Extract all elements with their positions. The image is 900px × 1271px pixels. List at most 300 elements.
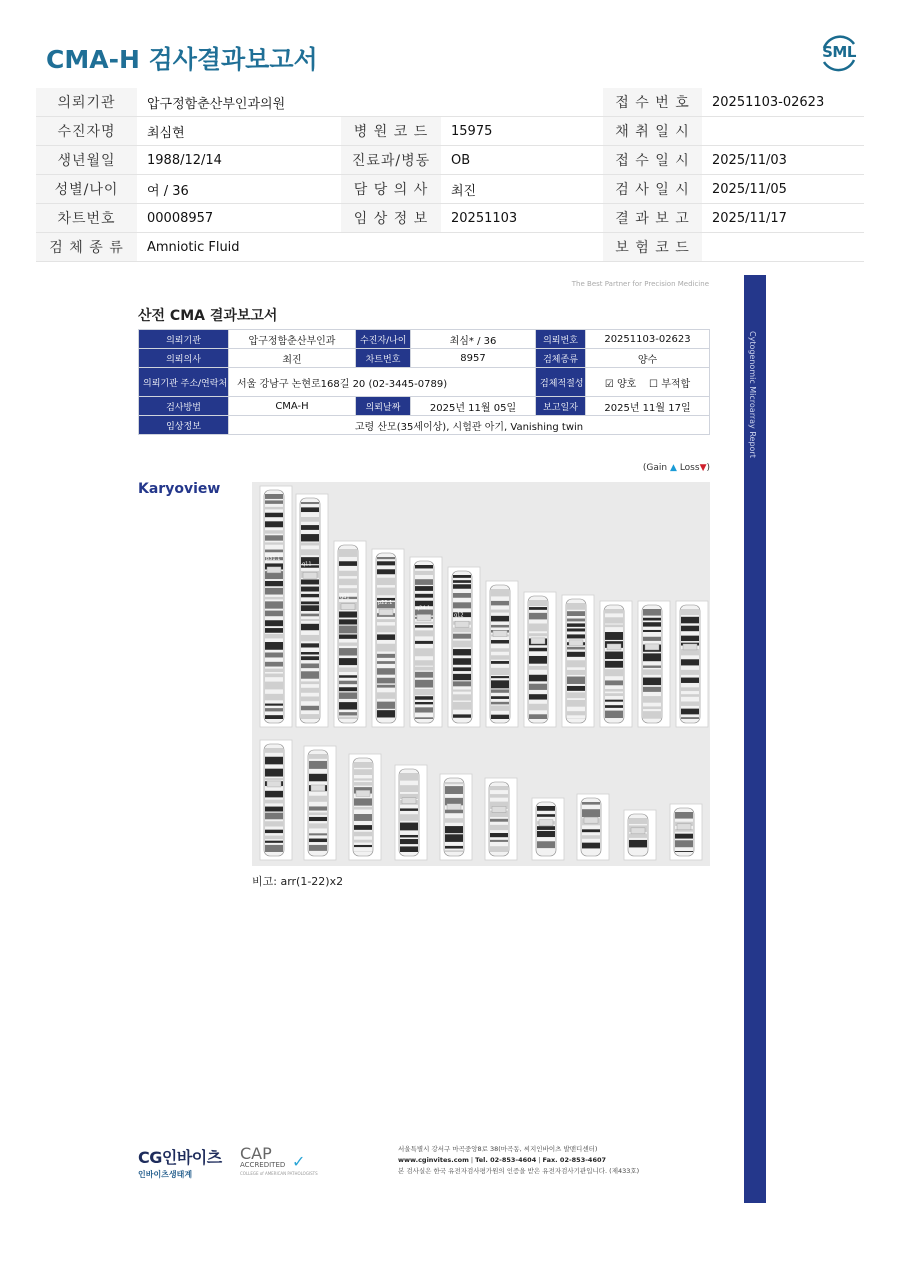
info-value xyxy=(441,88,603,117)
chromosome-band xyxy=(265,821,283,826)
report-sidebar xyxy=(744,275,766,1203)
suit-ng: 부적합 xyxy=(661,378,691,390)
tagline: The Best Partner for Precision Medicine xyxy=(571,280,709,288)
chromosome-band xyxy=(265,662,283,667)
chromosome-band xyxy=(453,714,471,717)
chromosome-band xyxy=(377,557,395,559)
gain-loss-legend xyxy=(600,463,710,473)
chromosome-band xyxy=(529,675,547,682)
chromosome-band xyxy=(681,670,699,675)
chromosome-band xyxy=(681,687,699,691)
chromosome-band xyxy=(339,579,357,586)
chromosome-band xyxy=(377,626,395,633)
chromosome-band xyxy=(491,715,509,719)
reqdate-value: 2025년 11월 05일 xyxy=(411,397,536,416)
footer-tel: Tel. 02-853-4604 xyxy=(475,1156,537,1164)
chromosome-band xyxy=(339,717,357,719)
chromosome-band xyxy=(415,702,433,704)
chromosome-band xyxy=(339,681,357,685)
chromosome-band xyxy=(605,711,623,718)
chromosome-band xyxy=(354,832,372,837)
info-row xyxy=(36,175,864,204)
chromosome-band xyxy=(265,588,283,595)
cginvites-logo xyxy=(138,1145,222,1180)
chromosome-band xyxy=(643,630,661,632)
chromosome-band xyxy=(415,586,433,591)
chromosome-band xyxy=(301,688,319,693)
chromosome-band xyxy=(643,665,661,667)
doctor-label: 의뢰의사 xyxy=(139,349,229,368)
chromosome-band xyxy=(491,696,509,699)
info-label: 의뢰기관 xyxy=(36,88,137,117)
chromosome-band xyxy=(605,625,623,628)
chromosome-band xyxy=(491,610,509,613)
chromosome-band xyxy=(567,686,585,691)
chromosome-band xyxy=(582,802,600,805)
info-label: 채 취 일 시 xyxy=(603,117,702,146)
chromosome-band xyxy=(309,817,327,821)
cap-sub: ACCREDITED xyxy=(240,1161,286,1169)
reqdate-label: 의뢰날짜 xyxy=(356,397,411,416)
info-row xyxy=(36,88,864,117)
chromosome-band xyxy=(629,834,647,838)
chromosome-band xyxy=(675,812,693,819)
chromosome-band xyxy=(415,689,433,695)
chromosome-band xyxy=(567,611,585,616)
patient-value: 최심* / 36 xyxy=(411,330,536,349)
chromosome-band xyxy=(301,594,319,597)
centromere xyxy=(341,604,355,610)
chromosome-band xyxy=(377,588,395,596)
chromosome-band xyxy=(301,605,319,611)
chromosome-band xyxy=(377,685,395,688)
chromosome-band xyxy=(415,630,433,636)
chromosome-band xyxy=(445,850,463,852)
chromosome-band xyxy=(453,681,471,686)
chromosome-band xyxy=(491,680,509,688)
chromosome-band xyxy=(400,823,418,831)
centromere xyxy=(303,572,317,578)
company-name: CG인바이츠 xyxy=(138,1148,222,1167)
addr-label: 의뢰기관 주소/연락처 xyxy=(139,368,229,397)
chromosome-band xyxy=(265,628,283,633)
chromosome-band xyxy=(675,840,693,847)
suit-label: 검체적절성 xyxy=(536,368,586,397)
chromosome-band xyxy=(339,658,357,665)
footer-address: 서울특별시 강서구 마곡중앙8로 38(마곡동, 씨지인바이츠 발맨디센터) xyxy=(398,1145,598,1153)
chromosome-band xyxy=(377,661,395,664)
legend-prefix: (Gain xyxy=(642,463,668,473)
centromere xyxy=(539,820,553,826)
chromosome-band xyxy=(445,818,463,823)
chromosome-band xyxy=(453,674,471,680)
chromosome-band xyxy=(339,626,357,634)
chromosome-band xyxy=(354,825,372,830)
chromosome-band xyxy=(681,636,699,641)
centromere xyxy=(356,790,370,796)
chromosome-band xyxy=(377,654,395,658)
centromere xyxy=(645,644,659,650)
chromosome-band xyxy=(605,652,623,660)
footer-contact xyxy=(398,1144,639,1177)
chromosome-band xyxy=(265,550,283,553)
chromosome-band xyxy=(354,814,372,821)
chromosome-band xyxy=(567,670,585,675)
chromosome-band xyxy=(377,634,395,640)
chromosome-band xyxy=(339,712,357,715)
chromosome-band xyxy=(400,814,418,821)
chromosome-band xyxy=(265,845,283,852)
centromere xyxy=(417,614,431,620)
chromosome-band xyxy=(445,834,463,842)
chromosome-band xyxy=(377,668,395,674)
info-label xyxy=(341,233,441,262)
suit-options xyxy=(586,368,710,397)
chromosome-band xyxy=(415,660,433,665)
chromosome-band xyxy=(354,778,372,780)
chromosome-band xyxy=(529,600,547,606)
chromosome-band xyxy=(491,702,509,705)
chromosome-band xyxy=(681,659,699,665)
footer-contacts: www.cginvites.com | Tel. 02-853-4604 | Fax. 02-853-4607 xyxy=(398,1156,607,1164)
chromosome-band xyxy=(491,706,509,711)
chromosome-band xyxy=(491,589,509,596)
chromosome-band xyxy=(377,619,395,622)
chromosome-band xyxy=(567,603,585,610)
chromosome-band xyxy=(681,617,699,624)
chromosome-band xyxy=(339,619,357,624)
chromosome-band xyxy=(415,672,433,678)
clinical-label: 임상정보 xyxy=(139,416,229,435)
chromosome-band xyxy=(265,694,283,700)
chromosome-band xyxy=(265,708,283,711)
info-label: 접 수 번 호 xyxy=(603,88,702,117)
chromosome-band xyxy=(643,618,661,621)
chromosome-band xyxy=(354,769,372,775)
chromosome-band xyxy=(453,580,471,583)
info-label: 결 과 보 고 xyxy=(603,204,702,233)
chromosome-band xyxy=(643,687,661,692)
chromosome-band xyxy=(377,710,395,717)
chromosome-band xyxy=(445,782,463,784)
footer-fax: Fax. 02-853-4607 xyxy=(542,1156,607,1164)
chromosome-band xyxy=(490,819,508,822)
chromosome-band xyxy=(377,569,395,574)
chromosome-band xyxy=(301,624,319,630)
chromosome-band xyxy=(453,694,471,700)
chromosome-band xyxy=(309,754,327,759)
chromosome-band xyxy=(339,675,357,678)
chromosome-band xyxy=(415,648,433,656)
chromosome-band xyxy=(400,785,418,792)
chromosome-band xyxy=(681,626,699,631)
chart-value: 8957 xyxy=(411,349,536,368)
chromosome-band xyxy=(537,814,555,817)
chromosome-band xyxy=(490,846,508,852)
chromosome-band xyxy=(265,813,283,820)
report-title: 산전 CMA 결과보고서 xyxy=(138,308,278,324)
chromosome-band xyxy=(377,644,395,652)
repdate-label: 보고일자 xyxy=(536,397,586,416)
cap-main: CAP xyxy=(240,1144,272,1163)
chromosome-band xyxy=(339,692,357,698)
method-value: CMA-H xyxy=(229,397,356,416)
chromosome-band xyxy=(400,808,418,810)
chromosome-band xyxy=(339,687,357,691)
chromosome-band xyxy=(537,841,555,848)
chromosome-band xyxy=(265,748,283,753)
chromosome-band xyxy=(265,769,283,777)
chromosome-band xyxy=(629,818,647,824)
chromosome-band xyxy=(301,601,319,604)
chromosome-band xyxy=(265,513,283,517)
chromosome-band xyxy=(453,634,471,639)
chromosome-band xyxy=(529,656,547,664)
chromosome-band xyxy=(605,689,623,692)
centromere xyxy=(584,817,598,823)
page-title: CMA-H 검사결과보고서 xyxy=(46,45,318,74)
chromosome-band xyxy=(309,845,327,851)
chart-label: 차트번호 xyxy=(356,349,411,368)
method-label: 검사방법 xyxy=(139,397,229,416)
chromosome-band xyxy=(339,571,357,576)
band-label: q12 xyxy=(454,612,464,619)
chromosome-band xyxy=(265,669,283,672)
repdate-value: 2025년 11월 17일 xyxy=(586,397,710,416)
chromosome-band xyxy=(491,668,509,675)
chromosome-band xyxy=(529,666,547,670)
specimen-label: 검체종류 xyxy=(536,349,586,368)
info-value xyxy=(702,117,864,146)
centromere xyxy=(607,644,621,650)
band-label: q24.1 xyxy=(416,605,431,612)
centromere xyxy=(683,644,697,650)
chromosome-band xyxy=(301,706,319,710)
chromosome-band xyxy=(265,542,283,544)
chromosome-band xyxy=(415,667,433,671)
chromosome-band xyxy=(453,575,471,578)
chromosome-band xyxy=(265,800,283,804)
chromosome-band xyxy=(265,642,283,650)
chromosome-band xyxy=(643,609,661,616)
chromosome-band xyxy=(301,502,319,504)
chromosome-band xyxy=(681,678,699,683)
chromosome-band xyxy=(301,714,319,719)
chromosome-band xyxy=(567,652,585,657)
centromere xyxy=(569,640,583,646)
chromosome-band xyxy=(567,628,585,631)
chromosome-band xyxy=(400,846,418,852)
info-value: Amniotic Fluid xyxy=(137,233,341,262)
info-label: 병 원 코 드 xyxy=(341,117,441,146)
chromosome-band xyxy=(681,709,699,715)
info-label: 성별/나이 xyxy=(36,175,137,204)
inst-value: 압구정함춘산부인과 xyxy=(229,330,356,349)
centromere xyxy=(631,828,645,834)
checked-box-icon: ☑ xyxy=(604,378,614,390)
chromosome-band xyxy=(265,807,283,812)
chromosome-band xyxy=(643,711,661,719)
chromosome-band xyxy=(453,627,471,632)
chromosome-band xyxy=(354,798,372,805)
info-value: 00008957 xyxy=(137,204,341,233)
chromosome-band xyxy=(537,826,555,830)
chromosome-band xyxy=(629,840,647,847)
chromosome-band xyxy=(265,674,283,678)
chromosome-band xyxy=(339,702,357,709)
chromosome-band xyxy=(377,678,395,684)
chromosome-band xyxy=(377,561,395,565)
chromosome-band xyxy=(265,836,283,840)
chromosome-band xyxy=(415,579,433,585)
sml-logo xyxy=(818,32,860,74)
chromosome-band xyxy=(354,807,372,810)
chromosome-band xyxy=(339,611,357,617)
chromosome-band xyxy=(445,826,463,833)
chromosome-band xyxy=(415,571,433,575)
chromosome-band xyxy=(537,806,555,811)
info-label: 보 험 코 드 xyxy=(603,233,702,262)
info-row xyxy=(36,146,864,175)
check-icon: ✓ xyxy=(292,1152,306,1171)
chromosome-band xyxy=(301,663,319,668)
centromere xyxy=(379,609,393,615)
chromosome-band xyxy=(354,845,372,847)
chromosome-band xyxy=(681,717,699,719)
chromosome-band xyxy=(309,833,327,835)
chromosome-band xyxy=(490,833,508,837)
reqno-label: 의뢰번호 xyxy=(536,330,586,349)
chromosome-band xyxy=(582,829,600,832)
chromosome-band xyxy=(265,830,283,833)
chromosome-band xyxy=(339,642,357,645)
centromere xyxy=(455,621,469,627)
info-label: 검 사 일 시 xyxy=(603,175,702,204)
chromosome-band xyxy=(415,680,433,688)
chromosome-band xyxy=(491,616,509,622)
chromosome-band xyxy=(377,578,395,585)
band-label: q11 xyxy=(302,561,312,568)
footer-notice: 본 검사실은 한국 유전자검사평가원의 인증을 받은 유전자검사기관입니다. (제433호) xyxy=(398,1167,640,1175)
chromosome-band xyxy=(490,786,508,790)
chromosome-band xyxy=(453,702,471,710)
chromosome-band xyxy=(582,835,600,839)
patient-label: 수진자/나이 xyxy=(356,330,411,349)
gain-triangle-icon: ▲ xyxy=(670,463,677,473)
chromosome-band xyxy=(605,609,623,613)
chromosome-band xyxy=(567,623,585,626)
info-label: 임 상 정 보 xyxy=(341,204,441,233)
cap-fine: COLLEGE of AMERICAN PATHOLOGISTS xyxy=(240,1171,318,1176)
chromosome-band xyxy=(301,517,319,522)
addr-value: 서울 강남구 논현로168길 20 (02-3445-0789) xyxy=(229,368,536,397)
chromosome-band xyxy=(301,643,319,647)
patient-info-table xyxy=(36,88,864,262)
chromosome-band xyxy=(675,851,693,852)
chromosome-band xyxy=(491,640,509,643)
centromere xyxy=(311,785,325,791)
chromosome-band xyxy=(377,702,395,709)
chromosome-band xyxy=(301,671,319,678)
info-label: 수진자명 xyxy=(36,117,137,146)
info-value: 1988/12/14 xyxy=(137,146,341,175)
report-info-table xyxy=(138,329,710,435)
centromere xyxy=(492,806,506,812)
chromosome-band xyxy=(354,762,372,768)
centromere xyxy=(677,824,691,830)
chromosome-band xyxy=(265,841,283,843)
chromosome-band xyxy=(529,694,547,699)
chromosome-band xyxy=(537,831,555,837)
info-value: 2025/11/05 xyxy=(702,175,864,204)
chromosome-band xyxy=(415,625,433,628)
chromosome-band xyxy=(339,588,357,593)
chromosome-band xyxy=(453,593,471,598)
logo-text: SML xyxy=(822,43,856,61)
chromosome-band xyxy=(675,834,693,839)
chromosome-band xyxy=(529,607,547,610)
chromosome-band xyxy=(265,500,283,503)
chromosome-band xyxy=(491,648,509,651)
chromosome-band xyxy=(643,637,661,641)
chromosome-band xyxy=(301,543,319,546)
chromosome-band xyxy=(265,611,283,617)
chromosome-band xyxy=(301,696,319,701)
chromosome-band xyxy=(265,715,283,719)
chromosome-band xyxy=(265,597,283,599)
chromosome-band xyxy=(529,633,547,636)
chromosome-band xyxy=(354,840,372,843)
chromosome-band xyxy=(415,696,433,699)
chromosome-band xyxy=(567,660,585,667)
info-label: 담 당 의 사 xyxy=(341,175,441,204)
chromosome-band xyxy=(567,677,585,684)
info-label: 진료과/병동 xyxy=(341,146,441,175)
chromosome-band xyxy=(453,667,471,671)
band-label: q41 xyxy=(340,594,350,601)
chromosome-band xyxy=(582,809,600,817)
chromosome-band xyxy=(605,617,623,623)
chromosome-band xyxy=(265,704,283,706)
chromosome-band xyxy=(377,692,395,699)
chromosome-band xyxy=(265,791,283,798)
chromosome-band xyxy=(491,601,509,605)
chromosome-band xyxy=(567,711,585,715)
info-value: 15975 xyxy=(441,117,603,146)
remark: 비고: arr(1-22)x2 xyxy=(252,875,344,888)
chromosome-band xyxy=(605,669,623,676)
chromosome-band xyxy=(529,704,547,711)
chromosome-band xyxy=(491,625,509,628)
chromosome-band xyxy=(265,507,283,509)
chromosome-band xyxy=(301,614,319,617)
chromosome-band xyxy=(309,774,327,781)
info-value: 2025/11/17 xyxy=(702,204,864,233)
chromosome-band xyxy=(415,565,433,568)
chromosome-band xyxy=(301,579,319,584)
chromosome-band xyxy=(453,690,471,692)
chromosome-band xyxy=(605,693,623,696)
chromosome-band xyxy=(643,653,661,661)
chromosome-band xyxy=(339,634,357,638)
chromosome-band xyxy=(301,507,319,512)
chromosome-band xyxy=(605,632,623,640)
chromosome-band xyxy=(567,619,585,622)
chromosome-band xyxy=(529,714,547,719)
chromosome-band xyxy=(265,535,283,540)
cap-accredited-logo xyxy=(240,1144,320,1178)
chromosome-band xyxy=(643,706,661,709)
